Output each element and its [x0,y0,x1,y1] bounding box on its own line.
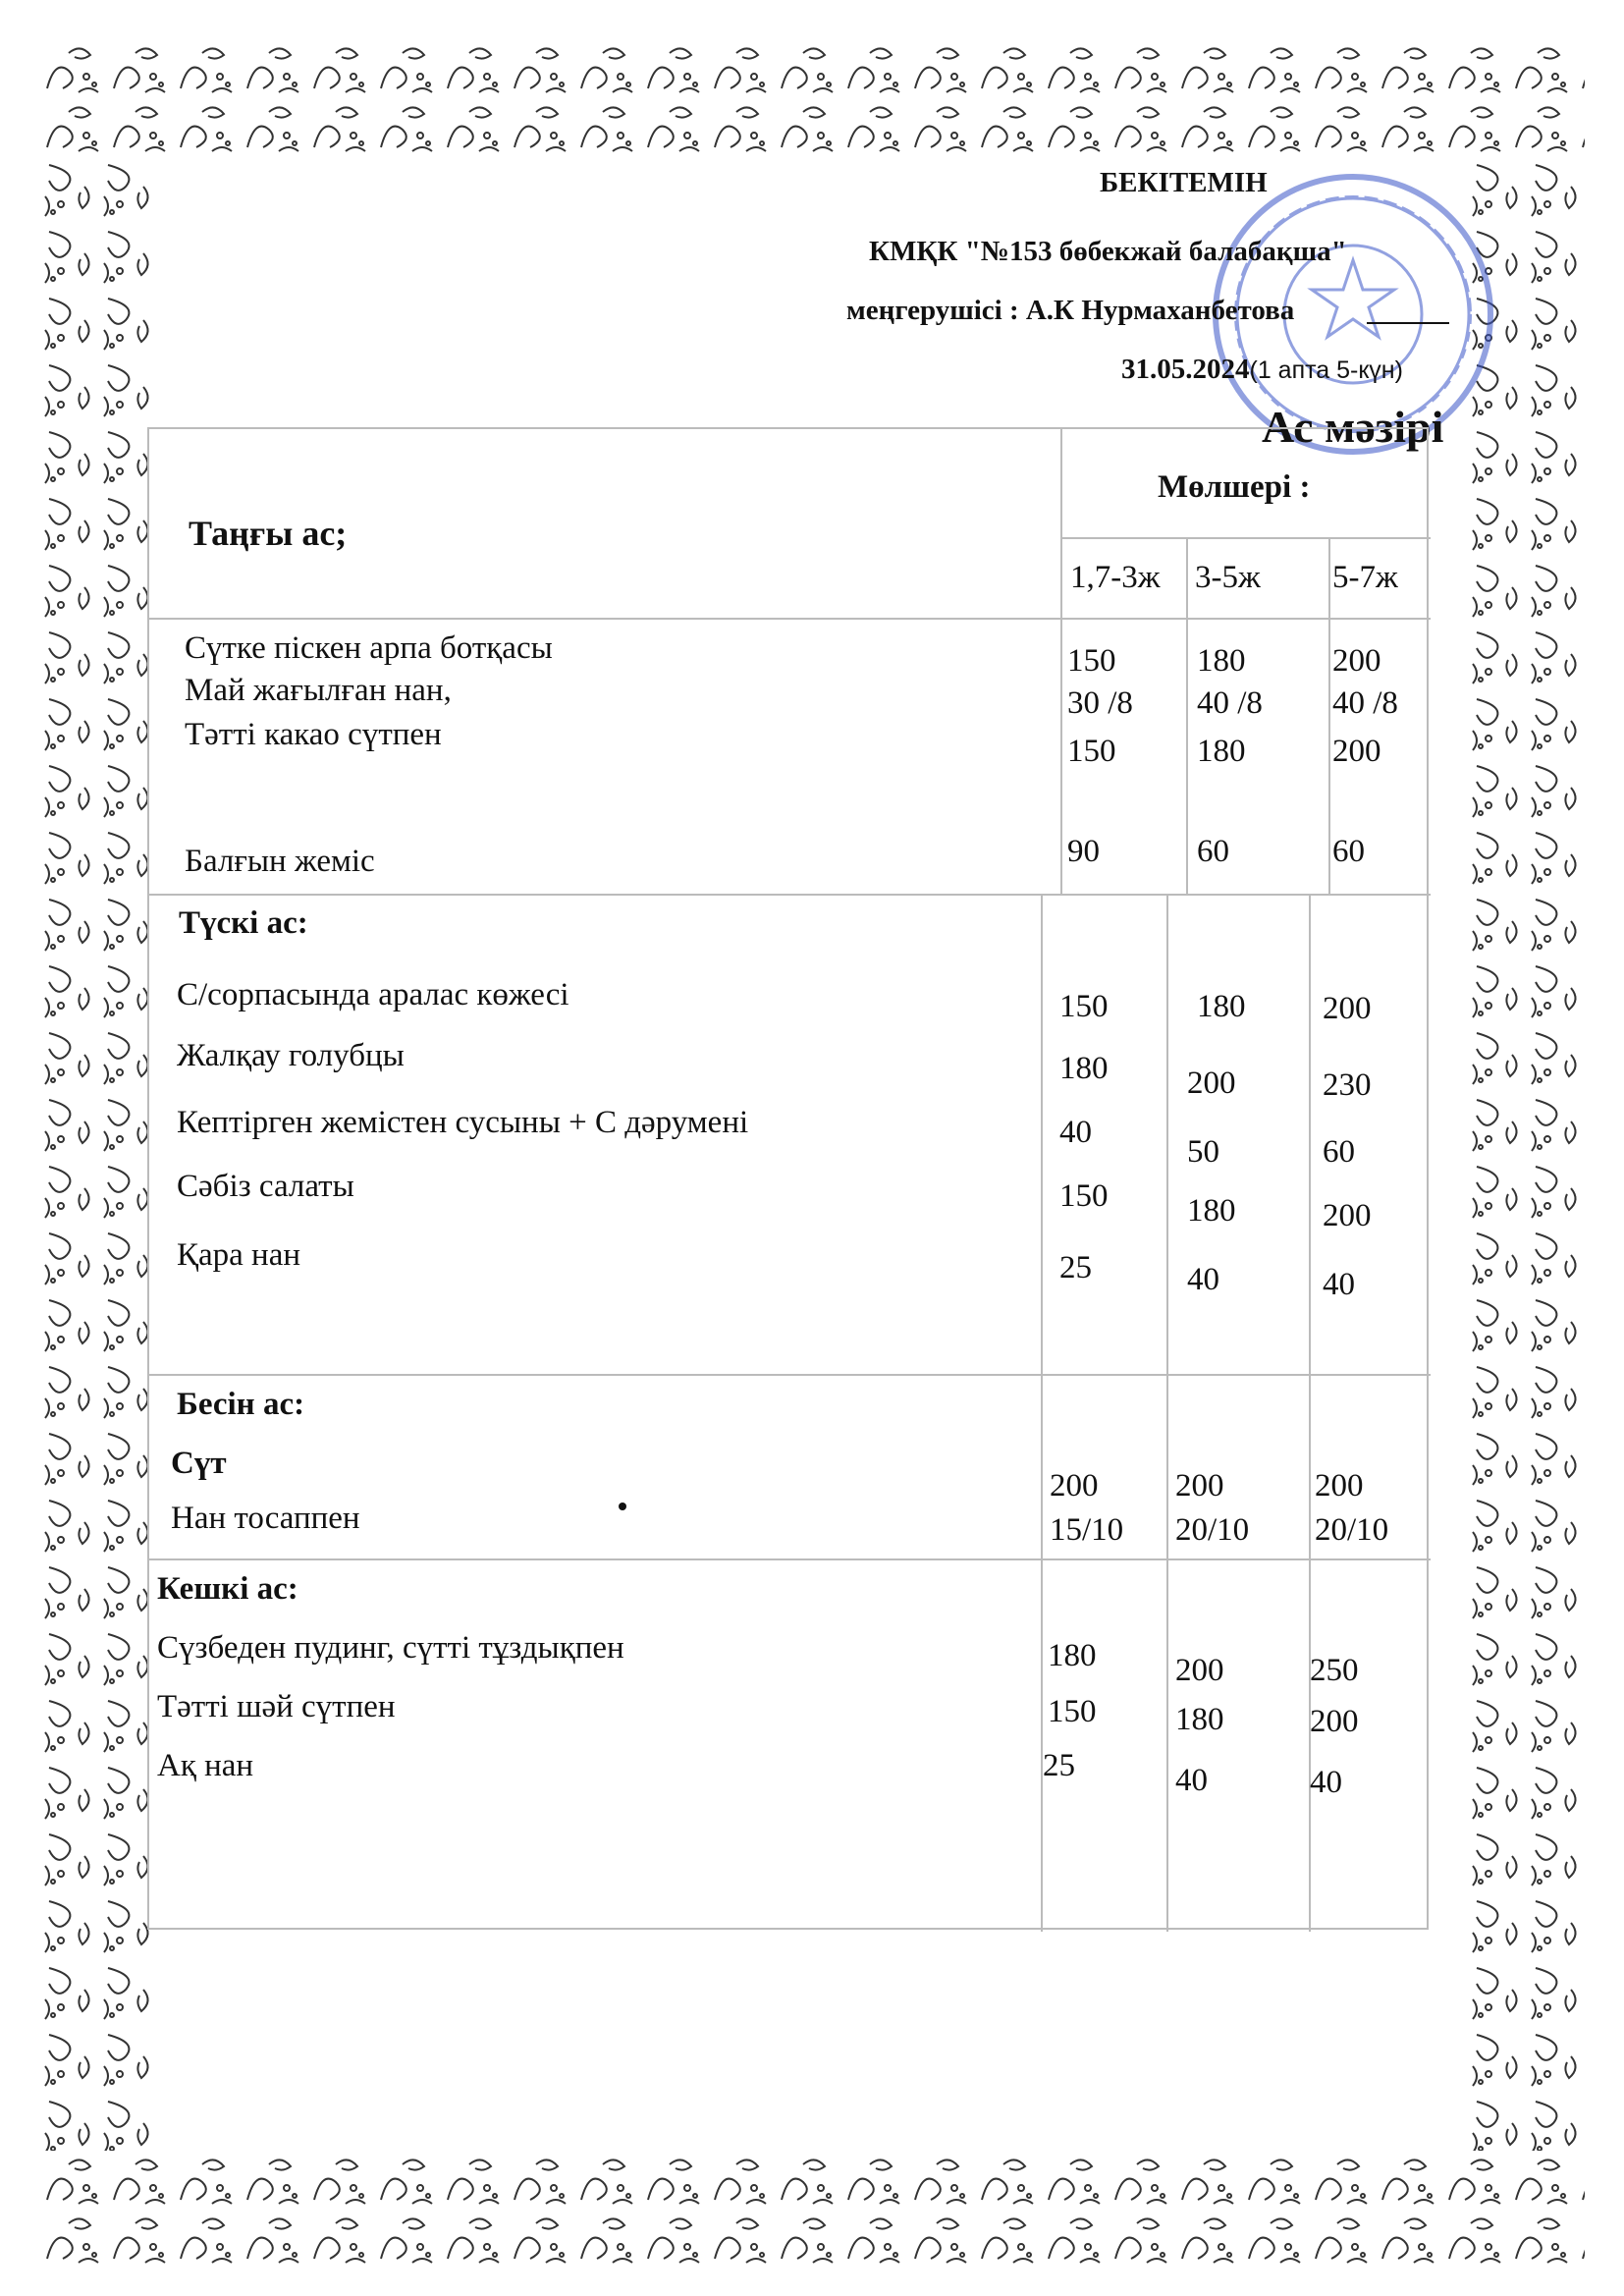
snack-amount-2: 200 [1175,1468,1224,1503]
breakfast-amount-1: 30 /8 [1067,685,1133,721]
table-divider [1328,537,1330,894]
breakfast-amount-3: 200 [1332,643,1381,679]
dinner-dish: Ақ нан [157,1748,254,1783]
breakfast-amount-2: 180 [1197,643,1246,679]
table-divider [1166,894,1168,1932]
snack-amount-1: 200 [1050,1468,1099,1503]
ink-dot [619,1503,626,1510]
age-group-3: 5-7ж [1332,560,1398,595]
lunch-amount-3: 200 [1323,991,1372,1026]
dinner-header: Кешкі ас: [157,1571,298,1607]
lunch-amount-1: 40 [1059,1115,1092,1150]
table-divider [149,894,1431,896]
snack-dish: Сүт [171,1446,227,1481]
lunch-amount-3: 60 [1323,1134,1355,1170]
breakfast-dish: Сүтке піскен арпа ботқасы [185,630,553,666]
snack-amount-1: 15/10 [1050,1512,1124,1548]
age-group-2: 3-5ж [1195,560,1261,595]
dinner-amount-3: 250 [1310,1653,1359,1688]
breakfast-amount-1: 150 [1067,643,1116,679]
lunch-amount-2: 200 [1187,1066,1236,1101]
breakfast-amount-2: 180 [1197,734,1246,769]
snack-amount-3: 20/10 [1315,1512,1389,1548]
ornament-border-bottom [39,2151,1585,2269]
week-note: (1 апта 5-күн) [1249,356,1403,384]
lunch-dish: Сәбіз салаты [177,1169,354,1204]
lunch-amount-3: 230 [1323,1067,1372,1103]
snack-dish: Нан тосаппен [171,1501,360,1536]
signature-line [1367,322,1449,324]
lunch-dish: С/сорпасында аралас көжесі [177,977,569,1012]
lunch-amount-1: 25 [1059,1250,1092,1285]
dinner-amount-2: 200 [1175,1653,1224,1688]
lunch-header: Түскі ас: [179,905,308,941]
amount-header: Мөлшері : [1158,469,1311,505]
ornament-border-left [39,157,157,2151]
approval-date: 31.05.2024 [1121,354,1250,385]
head-name: меңгерушісі : А.К Нурмаханбетова [846,295,1295,326]
dinner-amount-3: 40 [1310,1765,1342,1800]
table-divider [149,1374,1431,1376]
lunch-amount-3: 200 [1323,1198,1372,1233]
menu-title: Ас мәзірі [1262,402,1444,452]
lunch-amount-1: 150 [1059,1178,1109,1214]
dinner-amount-1: 25 [1043,1748,1075,1783]
breakfast-header: Таңғы ас; [189,514,348,553]
lunch-amount-3: 40 [1323,1267,1355,1302]
lunch-amount-2: 50 [1187,1134,1219,1170]
table-divider [1060,429,1062,894]
lunch-dish: Кептірген жемістен сусыны + С дәрумені [177,1105,749,1140]
age-group-1: 1,7-3ж [1070,560,1161,595]
dinner-amount-1: 150 [1048,1694,1097,1729]
table-divider [149,618,1431,620]
breakfast-dish: Май жағылған нан, [185,673,452,708]
breakfast-amount-1: 90 [1067,834,1100,869]
dinner-amount-2: 40 [1175,1763,1208,1798]
breakfast-dish: Тәтті какао сүтпен [185,717,442,752]
breakfast-amount-1: 150 [1067,734,1116,769]
dinner-amount-1: 180 [1048,1638,1097,1673]
breakfast-amount-3: 40 /8 [1332,685,1398,721]
dinner-dish: Тәтті шәй сүтпен [157,1689,396,1724]
breakfast-amount-2: 40 /8 [1197,685,1263,721]
snack-amount-3: 200 [1315,1468,1364,1503]
approval-date-line [1121,354,1403,386]
lunch-amount-1: 180 [1059,1051,1109,1086]
lunch-amount-2: 180 [1187,1193,1236,1229]
dinner-amount-3: 200 [1310,1704,1359,1739]
dinner-amount-2: 180 [1175,1702,1224,1737]
table-divider [1060,537,1431,539]
dinner-dish: Сүзбеден пудинг, сүтті тұздықпен [157,1630,624,1666]
table-divider [1186,537,1188,894]
menu-table [147,427,1429,1930]
snack-header: Бесін ас: [177,1387,305,1422]
breakfast-dish: Балғын жеміс [185,844,375,879]
table-divider [149,1558,1431,1560]
approval-title: БЕКІТЕМІН [1100,167,1268,198]
breakfast-amount-3: 200 [1332,734,1381,769]
ornament-border-top [39,39,1585,157]
breakfast-amount-3: 60 [1332,834,1365,869]
lunch-amount-2: 40 [1187,1262,1219,1297]
lunch-dish: Қара нан [177,1237,301,1273]
lunch-amount-2: 180 [1197,989,1246,1024]
organization-name: КМҚК "№153 бөбекжай балабақша" [869,236,1347,267]
lunch-amount-1: 150 [1059,989,1109,1024]
lunch-dish: Жалқау голубцы [177,1038,405,1073]
snack-amount-2: 20/10 [1175,1512,1250,1548]
breakfast-amount-2: 60 [1197,834,1229,869]
